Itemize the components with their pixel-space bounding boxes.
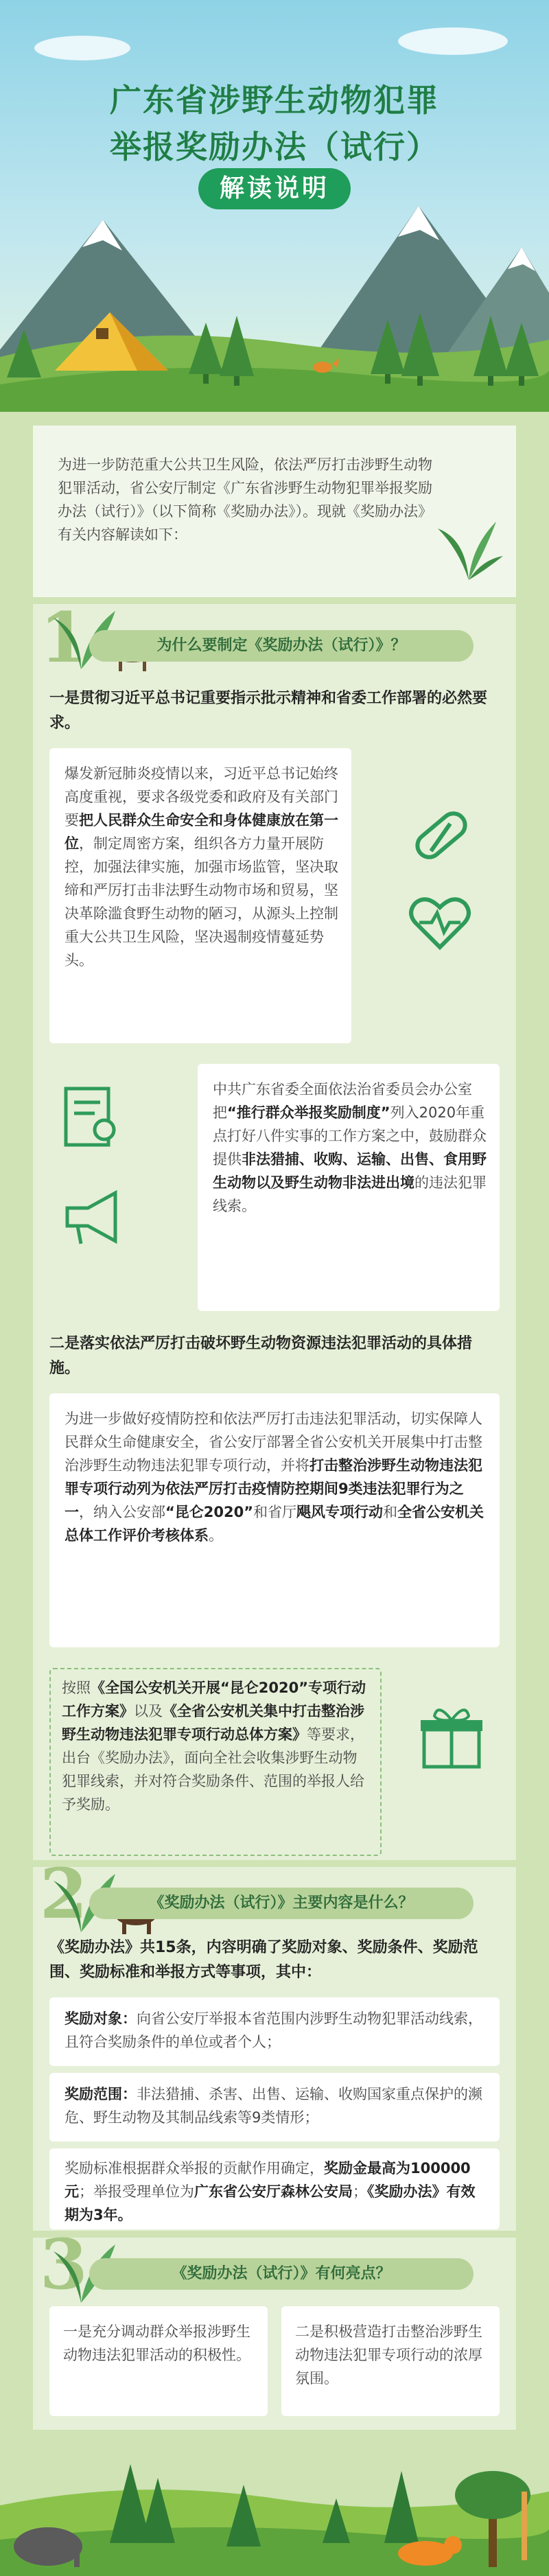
point1-body: 爆发新冠肺炎疫情以来，习近平总书记始终高度重视，要求各级党委和政府及有关部门要把人民群众生命安全和身体健康放在第一位，制定周密方案，组织各方力量开展防控，加强法律实施，加强市场监管，坚决取缔和严厉打击非法野生动物市场和贸易，坚决革除滥食野生动物的陋习，从源头上控制重大公共卫生风险，坚决遏制疫情蔓延势头。 bbox=[65, 765, 338, 968]
section1-panel-continued bbox=[33, 1411, 516, 1860]
megaphone-icon bbox=[60, 1187, 129, 1249]
section2-number: 2 bbox=[40, 1853, 88, 1934]
hero-banner bbox=[0, 0, 549, 412]
section1-title: 为什么要制定《奖励办法（试行）》？ bbox=[89, 630, 474, 662]
section3-panel bbox=[33, 2224, 516, 2430]
palm-leaf-icon bbox=[431, 508, 506, 583]
reward-scope-text: 奖励范围：非法猎捕、杀害、出售、运输、收购国家重点保护的濒危、野生动物及其制品线索等9类情形； bbox=[65, 2086, 482, 2126]
page-title-line2: 举报奖励办法（试行） bbox=[110, 128, 439, 165]
subtitle-badge: 解读说明 bbox=[198, 168, 351, 209]
point1-card2-text: 中共广东省委全面依法治省委员会办公室把“推行群众举报奖励制度”列入2020年重点打好八件实事的工作方案之中，鼓励群众提供非法猎捕、收购、运输、出售、食用野生动物以及野生动物非法进出境的违法犯罪线索。 bbox=[213, 1081, 487, 1214]
highlight1-text: 一是充分调动群众举报涉野生动物违法犯罪活动的积极性。 bbox=[63, 2323, 250, 2363]
reward-scope-card bbox=[49, 2073, 500, 2142]
section3-title: 《奖励办法（试行）》有何亮点？ bbox=[89, 2258, 474, 2290]
point2-heading: 二是落实依法严厉打击破坏野生动物资源违法犯罪活动的具体措施。 bbox=[49, 1335, 473, 1377]
pill-capsule-icon bbox=[410, 803, 472, 865]
point2-card2-text: 按照《全国公安机关开展“昆仑2020”专项行动工作方案》以及《全省公安机关集中打击整治涉野生动物违法犯罪专项行动总体方案》等要求，出台《奖励办法》，面向全社会收集涉野生动物犯罪线索，并对符合奖励条件、范围的举报人给予奖励。 bbox=[62, 1680, 366, 1813]
reward-target-text: 奖励对象：向省公安厅举报本省范围内涉野生动物犯罪活动线索，且符合奖励条件的单位或者个人； bbox=[65, 2010, 482, 2050]
page-title-line1: 广东省涉野生动物犯罪 bbox=[110, 82, 439, 119]
reward-standard-text: 奖励标准根据群众举报的贡献作用确定，奖励金最高为100000元；举报受理单位为广东省公安厅森林公安局；《奖励办法》有效期为3年。 bbox=[65, 2160, 476, 2223]
highlight1-card bbox=[49, 2306, 268, 2416]
section2-summary: 《奖励办法》共15条，内容明确了奖励对象、奖励条件、奖励范围、奖励标准和举报方式等事项，其中： bbox=[49, 1939, 478, 1981]
point1-card2 bbox=[198, 1064, 500, 1311]
intro-text: 为进一步防范重大公共卫生风险，依法严厉打击涉野生动物犯罪活动，省公安厅制定《广东省涉野生动物犯罪举报奖励办法（试行）》（以下简称《奖励办法》）。现就《奖励办法》有关内容解读如下： bbox=[58, 456, 432, 543]
point2-card2 bbox=[49, 1668, 382, 1856]
point2-card-body bbox=[49, 1393, 500, 1647]
heart-pulse-icon bbox=[407, 892, 473, 954]
forest-animals-illustration bbox=[0, 2423, 549, 2576]
section1-panel bbox=[33, 597, 516, 1476]
point2-body: 为进一步做好疫情防控和依法严厉打击违法犯罪活动，切实保障人民群众生命健康安全，省公安厅部署全省公安机关开展集中打击整治涉野生动物违法犯罪专项行动，并将打击整治涉野生动物违法犯罪专项行动列为依法严厉打击疫情防控期间9类违法犯罪行为之一，纳入公安部“昆仑2020”和省厅飓风专项行动和全省公安机关总体工作评价考核体系。 bbox=[65, 1411, 484, 1544]
point1-heading: 一是贯彻习近平总书记重要指示批示精神和省委工作部署的必然要求。 bbox=[49, 690, 488, 732]
section2-title: 《奖励办法（试行）》主要内容是什么？ bbox=[89, 1888, 474, 1919]
intro-panel bbox=[33, 426, 516, 597]
point1-card bbox=[49, 748, 351, 1043]
section3-number: 3 bbox=[40, 2224, 88, 2305]
certificate-document-icon bbox=[60, 1084, 122, 1153]
section2-panel bbox=[33, 1853, 516, 2231]
highlight2-text: 二是积极营造打击整治涉野生动物违法犯罪专项行动的浓厚氛围。 bbox=[295, 2323, 482, 2387]
gift-box-icon bbox=[417, 1702, 486, 1771]
highlight2-card bbox=[281, 2306, 500, 2416]
section1-number: 1 bbox=[40, 597, 88, 678]
reward-standard-card bbox=[49, 2148, 500, 2229]
reward-target-card bbox=[49, 1997, 500, 2066]
